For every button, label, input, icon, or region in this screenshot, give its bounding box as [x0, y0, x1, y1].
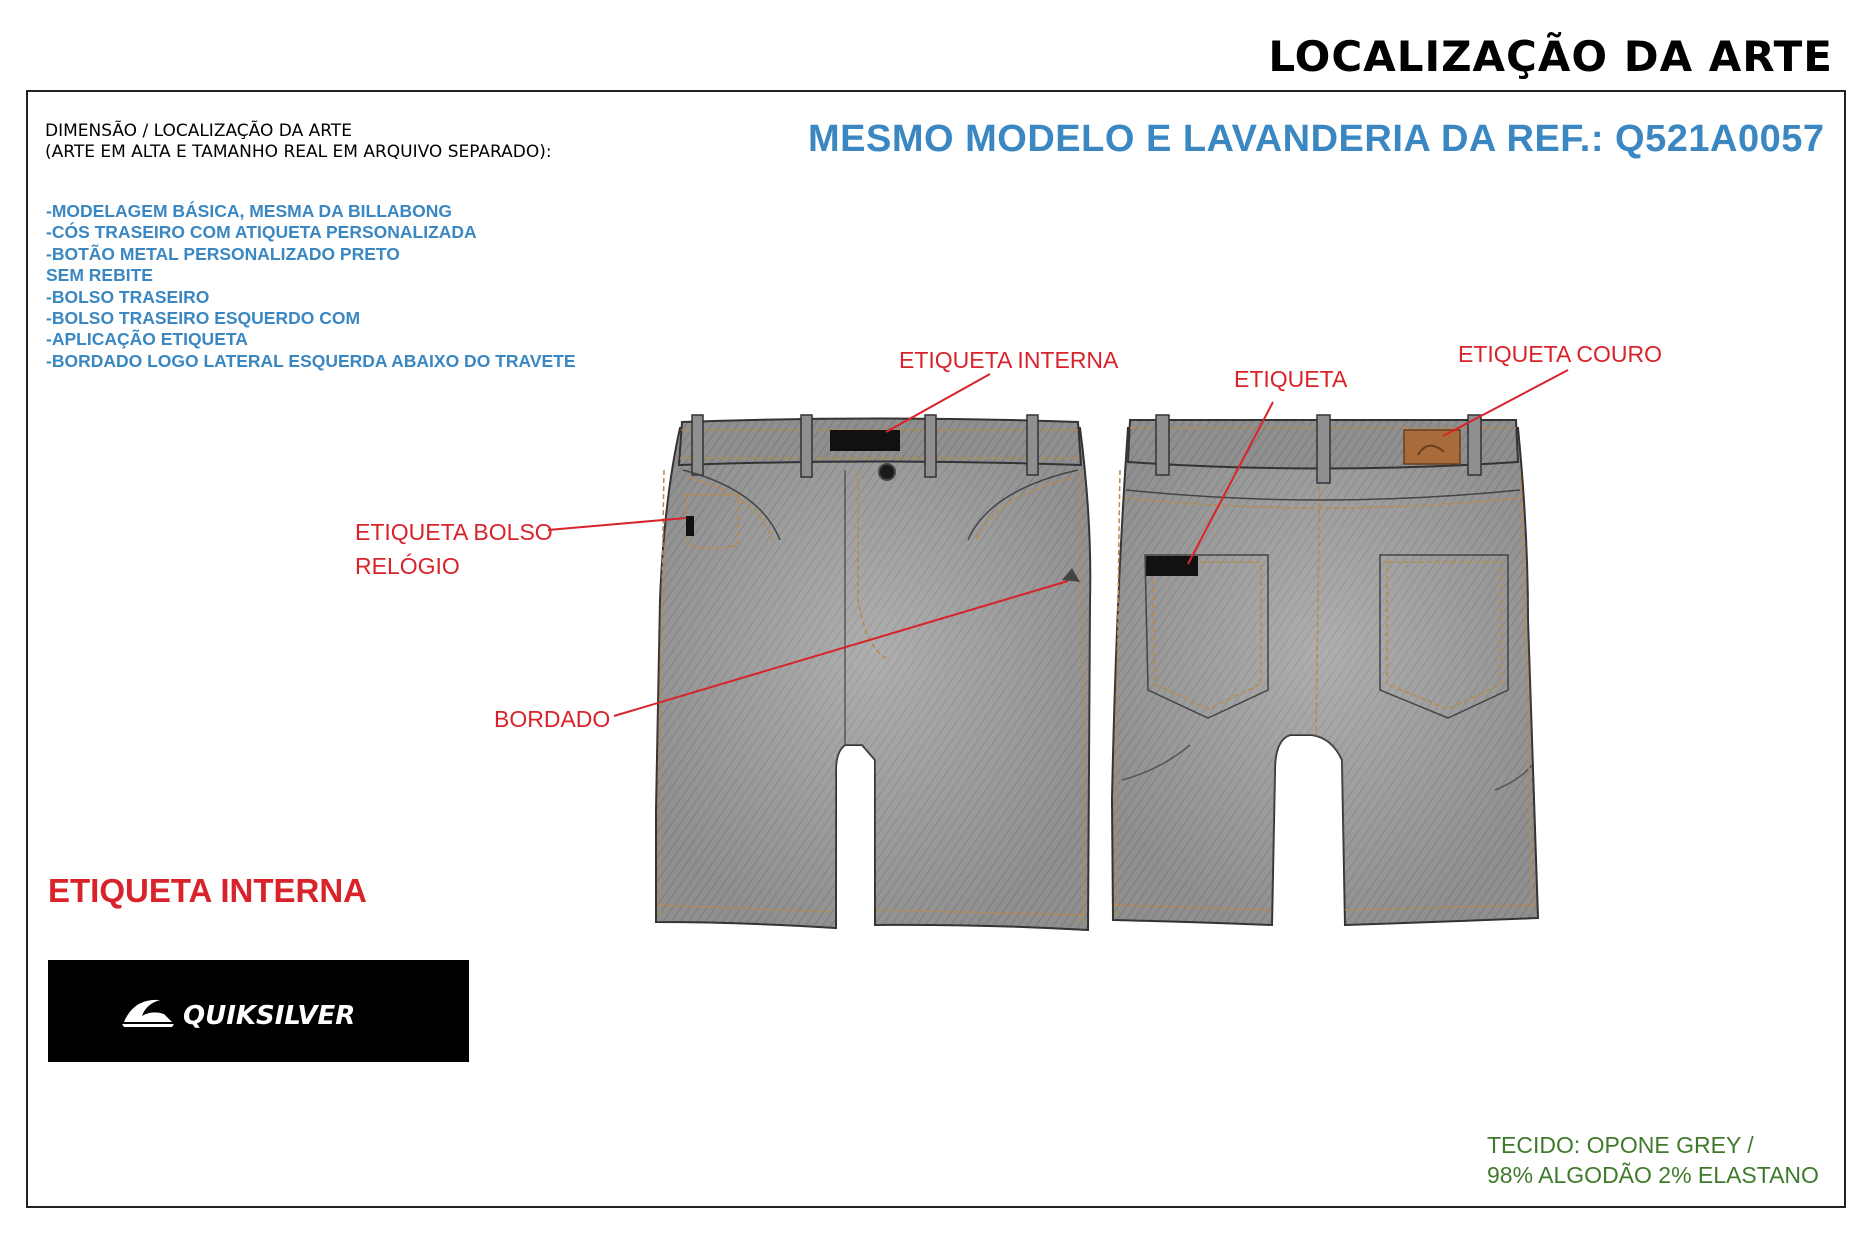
spec-item: -BOLSO TRASEIRO ESQUERDO COM — [46, 308, 361, 329]
internal-label-sample — [48, 960, 469, 1062]
callout-bordado: BORDADO — [494, 706, 611, 732]
dimension-note-line-1: DIMENSÃO / LOCALIZAÇÃO DA ARTE — [45, 121, 352, 141]
spec-item: -MODELAGEM BÁSICA, MESMA DA BILLABONG — [46, 201, 453, 221]
spec-item: -CÓS TRASEIRO COM ATIQUETA PERSONALIZADA — [46, 222, 477, 243]
reference-title: MESMO MODELO E LAVANDERIA DA REF.: Q521A0057 — [808, 118, 1825, 160]
callout-etiqueta-bolso-line-2: RELÓGIO — [355, 553, 460, 579]
callout-etiqueta-couro: ETIQUETA COURO — [1458, 341, 1663, 367]
spec-item: -BOLSO TRASEIRO — [46, 286, 210, 307]
shorts-front-view — [656, 415, 1090, 930]
dimension-note-line-2: (ARTE EM ALTA E TAMANHO REAL EM ARQUIVO SEPARADO): — [45, 142, 552, 162]
callout-etiqueta: ETIQUETA — [1234, 366, 1348, 392]
shorts-back-view — [1112, 415, 1538, 925]
callout-etiqueta-interna: ETIQUETA INTERNA — [899, 347, 1119, 373]
svg-text:QUIKSILVER: QUIKSILVER — [183, 1001, 356, 1031]
callout-etiqueta-bolso — [355, 515, 553, 583]
callout-etiqueta-bolso-line-1: ETIQUETA BOLSO — [355, 519, 553, 545]
internal-label-heading: ETIQUETA INTERNA — [48, 872, 367, 909]
page-title: LOCALIZAÇÃO DA ARTE — [1268, 32, 1833, 81]
spec-item: -APLICAÇÃO ETIQUETA — [46, 329, 248, 350]
fabric-note — [1487, 1130, 1819, 1190]
spec-item: -BOTÃO METAL PERSONALIZADO PRETO — [46, 243, 400, 264]
spec-item: -BORDADO LOGO LATERAL ESQUERDA ABAIXO DO TRAVETE — [46, 350, 576, 371]
quiksilver-logo — [48, 960, 469, 1062]
fabric-note-line-1: TECIDO: OPONE GREY / — [1487, 1132, 1754, 1158]
fabric-note-line-2: 98% ALGODÃO 2% ELASTANO — [1487, 1162, 1819, 1188]
spec-item: SEM REBITE — [46, 265, 153, 286]
